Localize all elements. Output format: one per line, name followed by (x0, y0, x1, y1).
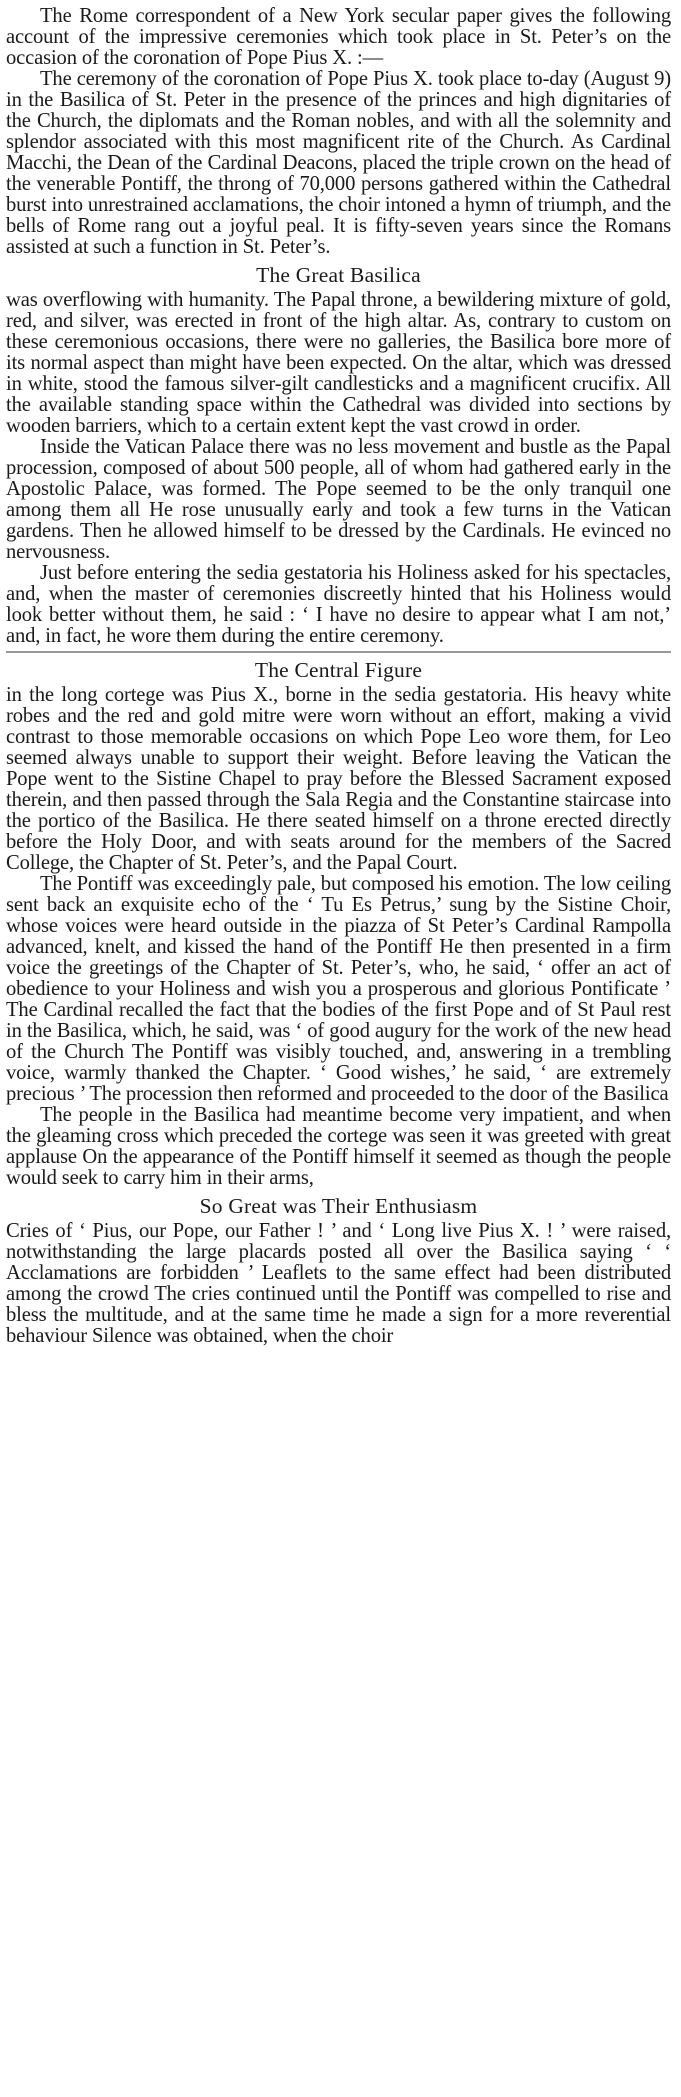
paragraph-coronation: The ceremony of the coronation of Pope Pius X. took place to-day (August 9) in the Basilica of St. Peter in the presence of the princes and high dignitaries of the Church, the diplomats and the Roman nobles, and with all the solemnity and splendor associated with this most magnificent rite of the Church. As Cardinal Macchi, the Dean of the Cardinal Deacons, placed the triple crown on the head of the venerable Pontiff, the throng of 70,000 persons gathered within the Cathedral burst into unrestrained acclamations, the choir intoned a hymn of triumph, and the bells of Rome rang out a joyful peal. It is fifty-seven years since the Romans assisted at such a function in St. Peter’s. (6, 68, 671, 258)
section-heading-central-figure: The Central Figure (254, 658, 423, 682)
paragraph-pontiff-pale: The Pontiff was exceedingly pale, but composed his emotion. The low ceiling sent back an exquisite echo of the ‘ Tu Es Petrus,’ sung by the Sistine Choir, whose voices were heard outside in the piazza of St Peter’s Cardinal Rampolla advanced, knelt, and kissed the hand of the Pontiff He then presented in a firm voice the greetings of the Chapter of St. Peter’s, who, he said, ‘ offer an act of obedience to your Holiness and wish you a prosperous and glorious Pontificate ’ The Cardinal recalled the fact that the bodies of the first Pope and of St Paul rest in the Basilica, which, he said, was ‘ of good augury for the work of the new head of the Church The Pontiff was visibly touched, and, answering in a trembling voice, warmly thanked the Chapter. ‘ Good wishes,’ he said, ‘ are extremely precious ’ The procession then reformed and proceeded to the door of the Basilica (6, 873, 671, 1105)
section-heading-enthusiasm: So Great was Their Enthusiasm (199, 1194, 478, 1218)
paragraph-basilica: was overflowing with humanity. The Papal throne, a bewildering mixture of gold, red, and silver, was erected in front of the high altar. As, contrary to custom on these ceremonious occasions, there were no galleries, the Basilica bore more of its normal aspect than might have been expected. On the altar, which was dressed in white, stood the famous silver-gilt candlesticks and a magnificent crucifix. All the available standing space within the Cathedral was divided into sections by wooden barriers, which to a certain extent kept the vast crowd in order. (6, 289, 671, 437)
paragraph-cries: Cries of ‘ Pius, our Pope, our Father ! ’ and ‘ Long live Pius X. ! ’ were raised, notwithstanding the large placards posted all over the Basilica saying ‘ ‘ Acclamations are forbidden ’ Leaflets to the same effect had been distributed among the crowd The cries continued until the Pontiff was compelled to rise and bless the multitude, and at the same time he made a sign for a more reverential behaviour Silence was obtained, when the choir (6, 1220, 671, 1347)
paragraph-cortege: in the long cortege was Pius X., borne in the sedia gestatoria. His heavy white robes and the red and gold mitre were worn without an effort, making a vivid contrast to those memorable occasions on which Pope Leo wore them, for Leo seemed always unable to support their weight. Before leaving the Vatican the Pope went to the Sistine Chapel to pray before the Blessed Sacrament exposed therein, and then passed through the Sala Regia and the Constantine staircase into the portico of the Basilica. He there seated himself on a throne erected directly before the Holy Door, and with seats around for the members of the Sacred College, the Chapter of St. Peter’s, and the Papal Court. (6, 684, 671, 874)
section-divider (6, 651, 671, 653)
paragraph-people-impatient: The people in the Basilica had meantime become very impatient, and when the gleaming cross which preceded the cortege was seen it was greeted with great applause On the appearance of the Pontiff himself it seemed as though the people would seek to carry him in their arms, (6, 1104, 671, 1189)
paragraph-spectacles: Just before entering the sedia gestatoria his Holiness asked for his spectacles, and, when the master of ceremonies discreetly hinted that his Holiness would look better without them, he said : ‘ I have no desire to appear what I am not,’ and, in fact, he wore them during the entire ceremony. (6, 562, 671, 647)
paragraph-vatican-palace: Inside the Vatican Palace there was no less movement and bustle as the Papal procession, composed of about 500 people, all of whom had gathered early in the Apostolic Palace, was formed. The Pope seemed to be the only tranquil one among them all He rose unusually early and took a few turns in the Vatican gardens. Then he allowed himself to be dressed by the Cardinals. He evinced no nervousness. (6, 436, 671, 563)
section-heading-great-basilica: The Great Basilica (256, 263, 421, 287)
intro-paragraph: The Rome correspondent of a New York secular paper gives the following account of the impressive ceremonies which took place in St. Peter’s on the occasion of the coronation of Pope Pius X. :— (6, 5, 671, 69)
